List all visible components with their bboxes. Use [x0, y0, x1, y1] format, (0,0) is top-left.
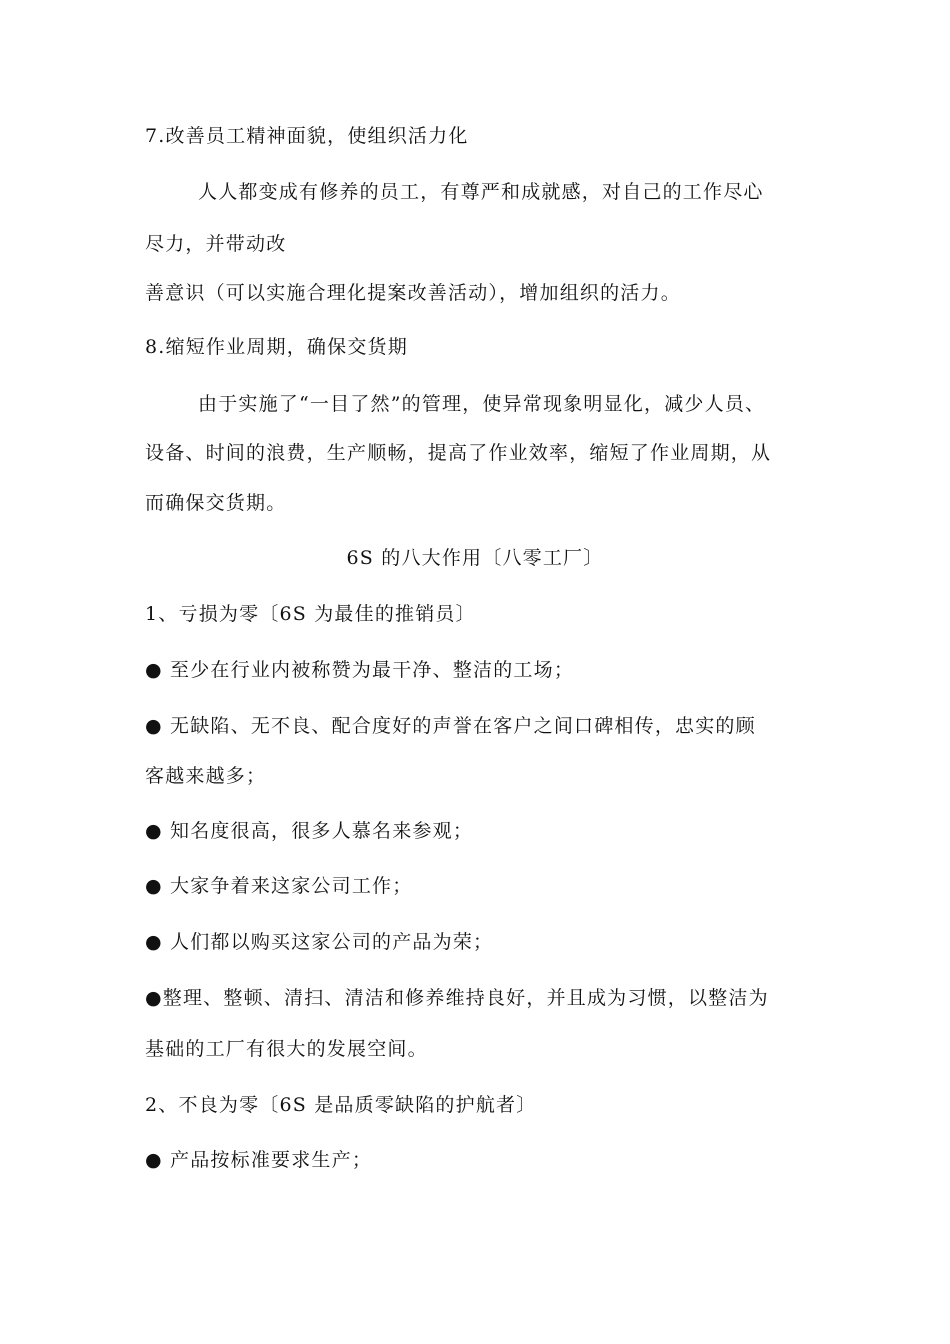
- paragraph-line: 由于实施了“一目了然”的管理，使异常现象明显化，减少人员、: [198, 393, 766, 415]
- bullet-item: ● 无缺陷、无不良、配合度好的声誉在客户之间口碑相传，忠实的顾: [145, 715, 756, 737]
- bullet-item: ● 人们都以购买这家公司的产品为荣；: [145, 931, 494, 953]
- bullet-item-continuation: 客越来越多；: [145, 765, 267, 787]
- paragraph-line: 而确保交货期。: [145, 492, 287, 514]
- bullet-item-continuation: 基础的工厂有很大的发展空间。: [145, 1038, 428, 1060]
- bullet-item: ● 产品按标准要求生产；: [145, 1149, 373, 1171]
- section-heading-8: 8.缩短作业周期，确保交货期: [145, 336, 408, 358]
- bullet-item: ●整理、整顿、清扫、清洁和修养维持良好，并且成为习惯，以整洁为: [145, 987, 769, 1009]
- paragraph-line: 尽力，并带动改: [145, 233, 287, 255]
- section-title: 6S 的八大作用〔八零工厂〕: [346, 547, 604, 569]
- subsection-heading-2: 2、不良为零〔6S 是品质零缺陷的护航者〕: [145, 1094, 537, 1116]
- paragraph-line: 善意识（可以实施合理化提案改善活动），增加组织的活力。: [145, 282, 681, 304]
- subsection-heading-1: 1、亏损为零〔6S 为最佳的推销员〕: [145, 603, 476, 625]
- paragraph-line: 人人都变成有修养的员工，有尊严和成就感，对自己的工作尽心: [198, 181, 764, 203]
- bullet-item: ● 大家争着来这家公司工作；: [145, 875, 413, 897]
- bullet-item: ● 至少在行业内被称赞为最干净、整洁的工场；: [145, 659, 575, 681]
- section-heading-7: 7.改善员工精神面貌，使组织活力化: [145, 125, 469, 147]
- bullet-item: ● 知名度很高，很多人慕名来参观；: [145, 820, 474, 842]
- paragraph-line: 设备、时间的浪费，生产顺畅，提高了作业效率，缩短了作业周期，从: [145, 442, 772, 464]
